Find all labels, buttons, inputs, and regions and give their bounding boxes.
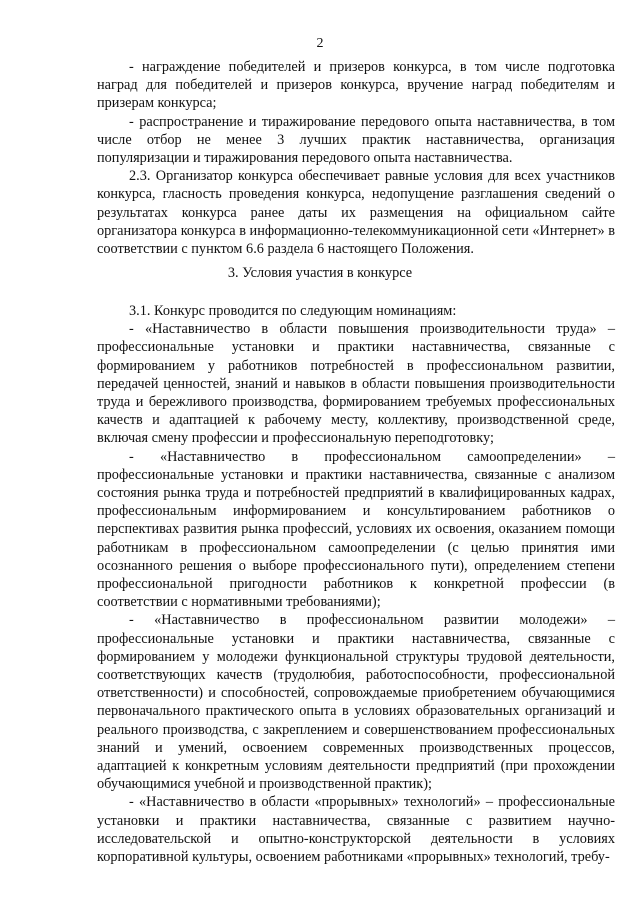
paragraph: 3.1. Конкурс проводится по следующим номинациям: xyxy=(129,303,457,319)
text-block-bottom xyxy=(97,302,615,866)
paragraph: - «Наставничество в области повышения производительности труда» – профессиональные установки и практики наставничества, связанные с формированием у работников потребностей в профессиональном развитии, передачей ценностей, знаний и навыков в области повышения производительности труда и бережливого производства, формированием требуемых профессиональных качеств и адаптацией к рабочему месту, коллективу, производственной среде, включая смену профессии и профессиональную переподготовку; xyxy=(97,321,615,447)
paragraph: - «Наставничество в профессиональном самоопределении» – профессиональные установки и практики наставничества, связанные с анализом состояния рынка труда и потребностей предприятий в квалифицированных кадрах, профессиональным информированием и консультированием работников о перспективах развития рынка профессий, условиях их освоения, оказанием помощи работникам в профессиональном самоопределении (с целью принятия ими осознанного решения о выборе профессионального пути), определением степени профессиональной пригодности работников к конкретной профессии (в соответствии с нормативными требованиями); xyxy=(97,448,615,611)
paragraph: - «Наставничество в области «прорывных» технологий» – профессиональные установки и практики наставничества, связанные с развитием научно-исследовательской и опытно-конструкторской деятельности в условиях корпоративной культуры, освоением работниками «прорывных» технологий, требу- xyxy=(97,794,615,866)
paragraph: 2.3. Организатор конкурса обеспечивает равные условия для всех участников конкурса, гласность проведения конкурса, недопущение разглашения сведений о результатах конкурса ранее даты их размещения на официальном сайте организатора конкурса в информационно-телекоммуникационной сети «Интернет» в соответствии с пунктом 6.6 раздела 6 настоящего Положения. xyxy=(97,168,615,258)
paragraph: - «Наставничество в профессиональном развитии молодежи» – профессиональные установки и практики наставничества, связанные с формированием у молодежи функциональной структуры трудовой деятельности, соответствующих качеств (трудолюбия, работоспособности, профессиональной ответственности) и способностей, сопровождаемые приобретением обучающимися первоначального практического опыта в условиях образовательных организаций и реального производства, с закреплением и совершенствованием профессиональных знаний и умений, освоением современных производственных процессов, адаптацией к конкретным условиям деятельности предприятий (при прохождении обучающимися учебной и производственной практик); xyxy=(97,612,615,793)
section-heading: 3. Условия участия в конкурсе xyxy=(227,265,413,281)
paragraph: - награждение победителей и призеров конкурса, в том числе подготовка наград для победителей и призеров конкурса, вручение наград победителям и призерам конкурса; xyxy=(97,59,615,112)
paragraph: - распространение и тиражирование передового опыта наставничества, в том числе отбор не менее 3 лучших практик наставничества, организация популяризации и тиражирования передового опыта наставничества. xyxy=(97,113,615,167)
text-block-top xyxy=(97,58,615,258)
page-number: 2 xyxy=(316,36,324,51)
